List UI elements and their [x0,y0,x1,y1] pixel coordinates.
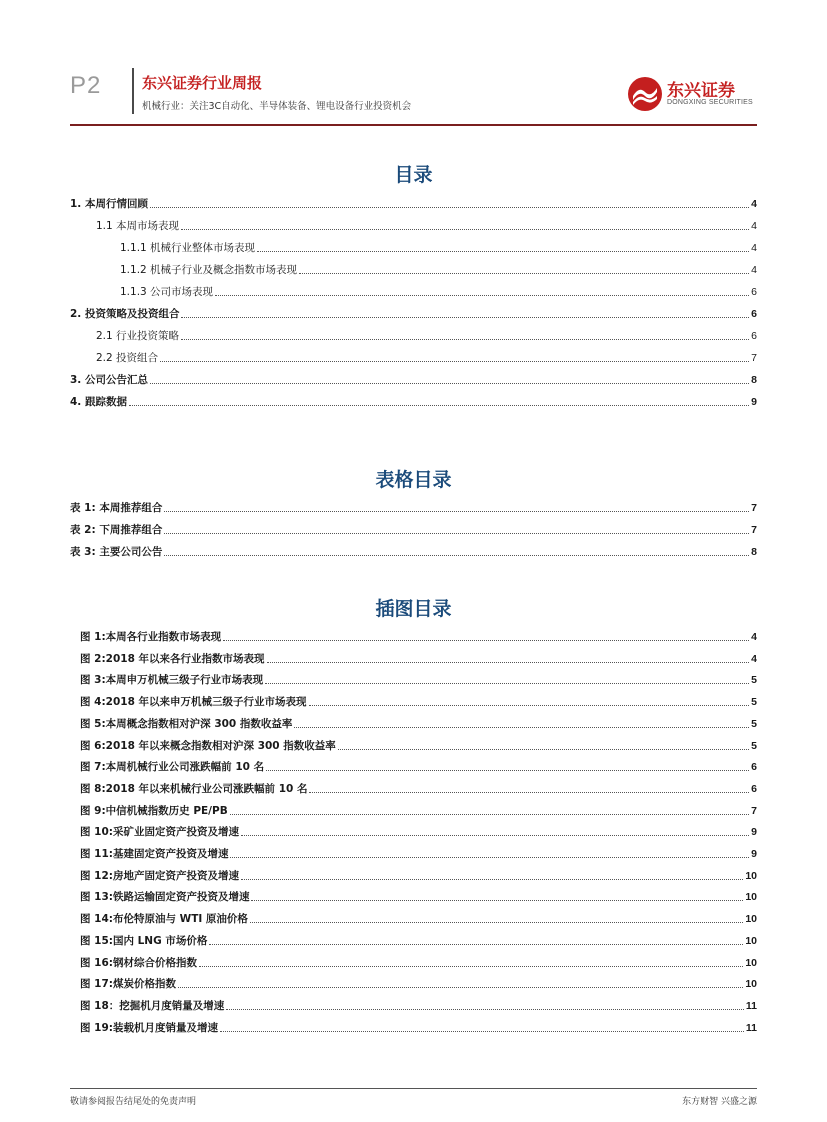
entry-page-number: 4 [751,652,757,665]
dot-leader [230,813,749,815]
entry-label: 1.1.1 机械行业整体市场表现 [120,242,256,254]
table-entry[interactable] [70,545,757,559]
entry-label: 1. 本周行情回顾 [70,198,148,210]
entry-label: 3. 公司公告汇总 [70,374,148,386]
footer-rule [70,1088,757,1089]
entry-label: 图 12:房地产固定资产投资及增速 [80,869,239,882]
dot-leader [265,682,749,684]
entry-label: 图 4:2018 年以来申万机械三级子行业市场表现 [80,696,307,709]
figure-list-title: 插图目录 [375,598,452,620]
figure-entry[interactable] [70,934,757,948]
entry-label: 1.1.3 公司市场表现 [120,286,214,298]
figure-entry[interactable] [70,673,757,687]
dot-leader [181,338,749,340]
entry-page-number: 5 [751,717,757,730]
dot-leader [230,856,749,858]
entry-page-number: 7 [751,502,757,514]
dot-leader [294,726,749,728]
company-logo [627,72,757,114]
entry-label: 图 3:本周申万机械三级子行业市场表现 [80,674,264,687]
entry-label: 图 7:本周机械行业公司涨跌幅前 10 名 [80,761,265,774]
report-subtitle: 机械行业：关注3C自动化、半导体装备、锂电设备行业投资机会 [142,101,412,112]
figure-entry[interactable] [70,999,757,1013]
dot-leader [199,965,743,967]
report-series-title: 东兴证券行业周报 [142,74,263,92]
entry-page-number: 4 [751,264,757,276]
entry-page-number: 10 [745,869,757,882]
figure-entry[interactable] [70,890,757,904]
entry-page-number: 4 [751,220,757,232]
dot-leader [299,272,749,274]
logo-text-cn: 东兴证券 [667,81,735,101]
entry-label: 图 8:2018 年以来机械行业公司涨跌幅前 10 名 [80,782,308,795]
dot-leader [267,661,750,663]
dot-leader [241,834,749,836]
entry-page-number: 4 [751,631,757,643]
toc-entry[interactable] [70,395,757,409]
entry-label: 图 11:基建固定资产投资及增速 [80,848,229,860]
dot-leader [150,206,749,208]
toc-entry[interactable] [70,219,757,233]
dot-leader [164,554,749,556]
figure-entry[interactable] [70,782,757,796]
dot-leader [241,878,743,880]
dot-leader [181,228,749,230]
dot-leader [257,250,749,252]
entry-page-number: 7 [751,804,757,817]
entry-label: 图 2:2018 年以来各行业指数市场表现 [80,652,265,665]
entry-label: 图 16:钢材综合价格指数 [80,956,197,969]
entry-page-number: 11 [745,999,757,1012]
entry-label: 图 10:采矿业固定资产投资及增速 [80,826,239,839]
entry-label: 2.2 投资组合 [96,352,159,364]
dot-leader [309,791,749,793]
entry-page-number: 9 [751,826,757,839]
dot-leader [338,748,749,750]
entry-page-number: 7 [751,524,757,536]
entry-label: 图 14:布伦特原油与 WTI 原油价格 [80,913,248,926]
entry-page-number: 5 [751,674,757,687]
entry-label: 图 15:国内 LNG 市场价格 [80,934,208,947]
header-rule [70,124,757,126]
figure-entry[interactable] [70,847,757,861]
entry-page-number: 10 [745,891,757,904]
entry-page-number: 6 [751,308,757,320]
entry-label: 图 5:本周概念指数相对沪深 300 指数收益率 [80,717,293,730]
entry-label: 图 13:铁路运输固定资产投资及增速 [80,891,250,904]
table-list-title: 表格目录 [375,469,452,491]
entry-page-number: 10 [745,956,757,969]
entry-page-number: 11 [745,1021,757,1034]
entry-page-number: 6 [751,761,757,774]
entry-page-number: 9 [751,848,757,860]
header-divider [132,68,134,114]
toc-entry[interactable] [70,307,757,321]
toc-title: 目录 [394,164,433,186]
toc-entry[interactable] [70,351,757,365]
dot-leader [309,704,750,706]
entry-label: 1.1.2 机械子行业及概念指数市场表现 [120,264,298,276]
entry-page-number: 4 [751,198,757,210]
dot-leader [223,639,749,641]
entry-label: 表 3: 主要公司公告 [70,546,163,558]
entry-label: 图 19:装载机月度销量及增速 [80,1021,218,1034]
dot-leader [250,921,743,923]
entry-page-number: 6 [751,782,757,795]
figure-entry[interactable] [70,869,757,883]
figure-entry[interactable] [70,1021,757,1035]
table-entry[interactable] [70,501,757,515]
toc-entry[interactable] [70,241,757,255]
figure-entry[interactable] [70,804,757,818]
figure-entry[interactable] [70,695,757,709]
entry-page-number: 4 [751,242,757,254]
figure-entry[interactable] [70,977,757,991]
entry-label: 表 1: 本周推荐组合 [70,502,163,514]
dot-leader [226,1008,744,1010]
figure-entry[interactable] [70,825,757,839]
entry-page-number: 6 [751,286,757,298]
dot-leader [251,899,743,901]
entry-page-number: 10 [745,934,757,947]
entry-page-number: 8 [751,546,757,558]
entry-page-number: 5 [751,696,757,709]
dot-leader [181,316,749,318]
dot-leader [215,294,749,296]
entry-label: 表 2: 下周推荐组合 [70,524,163,536]
page-number: P2 [70,72,102,99]
entry-page-number: 10 [745,913,757,926]
entry-page-number: 9 [751,396,757,408]
toc-entry[interactable] [70,263,757,277]
toc-entry[interactable] [70,285,757,299]
figure-entry[interactable] [70,912,757,926]
company-slogan: 东方财智 兴盛之源 [682,1097,757,1107]
dot-leader [150,382,749,384]
entry-label: 4. 跟踪数据 [70,396,127,408]
dot-leader [209,943,743,945]
figure-entry[interactable] [70,739,757,753]
dot-leader [160,360,749,362]
dot-leader [164,532,749,534]
logo-text-en: DONGXING SECURITIES [667,99,753,106]
figure-entry[interactable] [70,652,757,666]
entry-label: 图 1:本周各行业指数市场表现 [80,631,222,643]
page-header [70,62,757,124]
entry-page-number: 5 [751,739,757,752]
toc-entry[interactable] [70,197,757,211]
toc-entry[interactable] [70,373,757,387]
entry-label: 图 17:煤炭价格指数 [80,978,176,991]
dot-leader [266,769,749,771]
entry-page-number: 7 [751,352,757,364]
entry-label: 2. 投资策略及投资组合 [70,308,180,320]
entry-label: 图 6:2018 年以来概念指数相对沪深 300 指数收益率 [80,739,336,752]
figure-entry[interactable] [70,630,757,644]
entry-page-number: 6 [751,330,757,342]
figure-entry[interactable] [70,956,757,970]
entry-label: 图 9:中信机械指数历史 PE/PB [80,804,228,817]
dot-leader [129,404,749,406]
logo-mark-icon [627,76,663,112]
disclaimer-note: 敬请参阅报告结尾处的免责声明 [70,1097,197,1107]
entry-page-number: 10 [745,978,757,991]
entry-label: 1.1 本周市场表现 [96,220,180,232]
entry-page-number: 8 [751,374,757,386]
entry-label: 图 18：挖掘机月度销量及增速 [80,999,225,1012]
toc-entry[interactable] [70,329,757,343]
table-entry[interactable] [70,523,757,537]
dot-leader [220,1030,744,1032]
figure-entry[interactable] [70,717,757,731]
figure-entry[interactable] [70,760,757,774]
dot-leader [164,510,749,512]
entry-label: 2.1 行业投资策略 [96,330,180,342]
dot-leader [178,986,743,988]
